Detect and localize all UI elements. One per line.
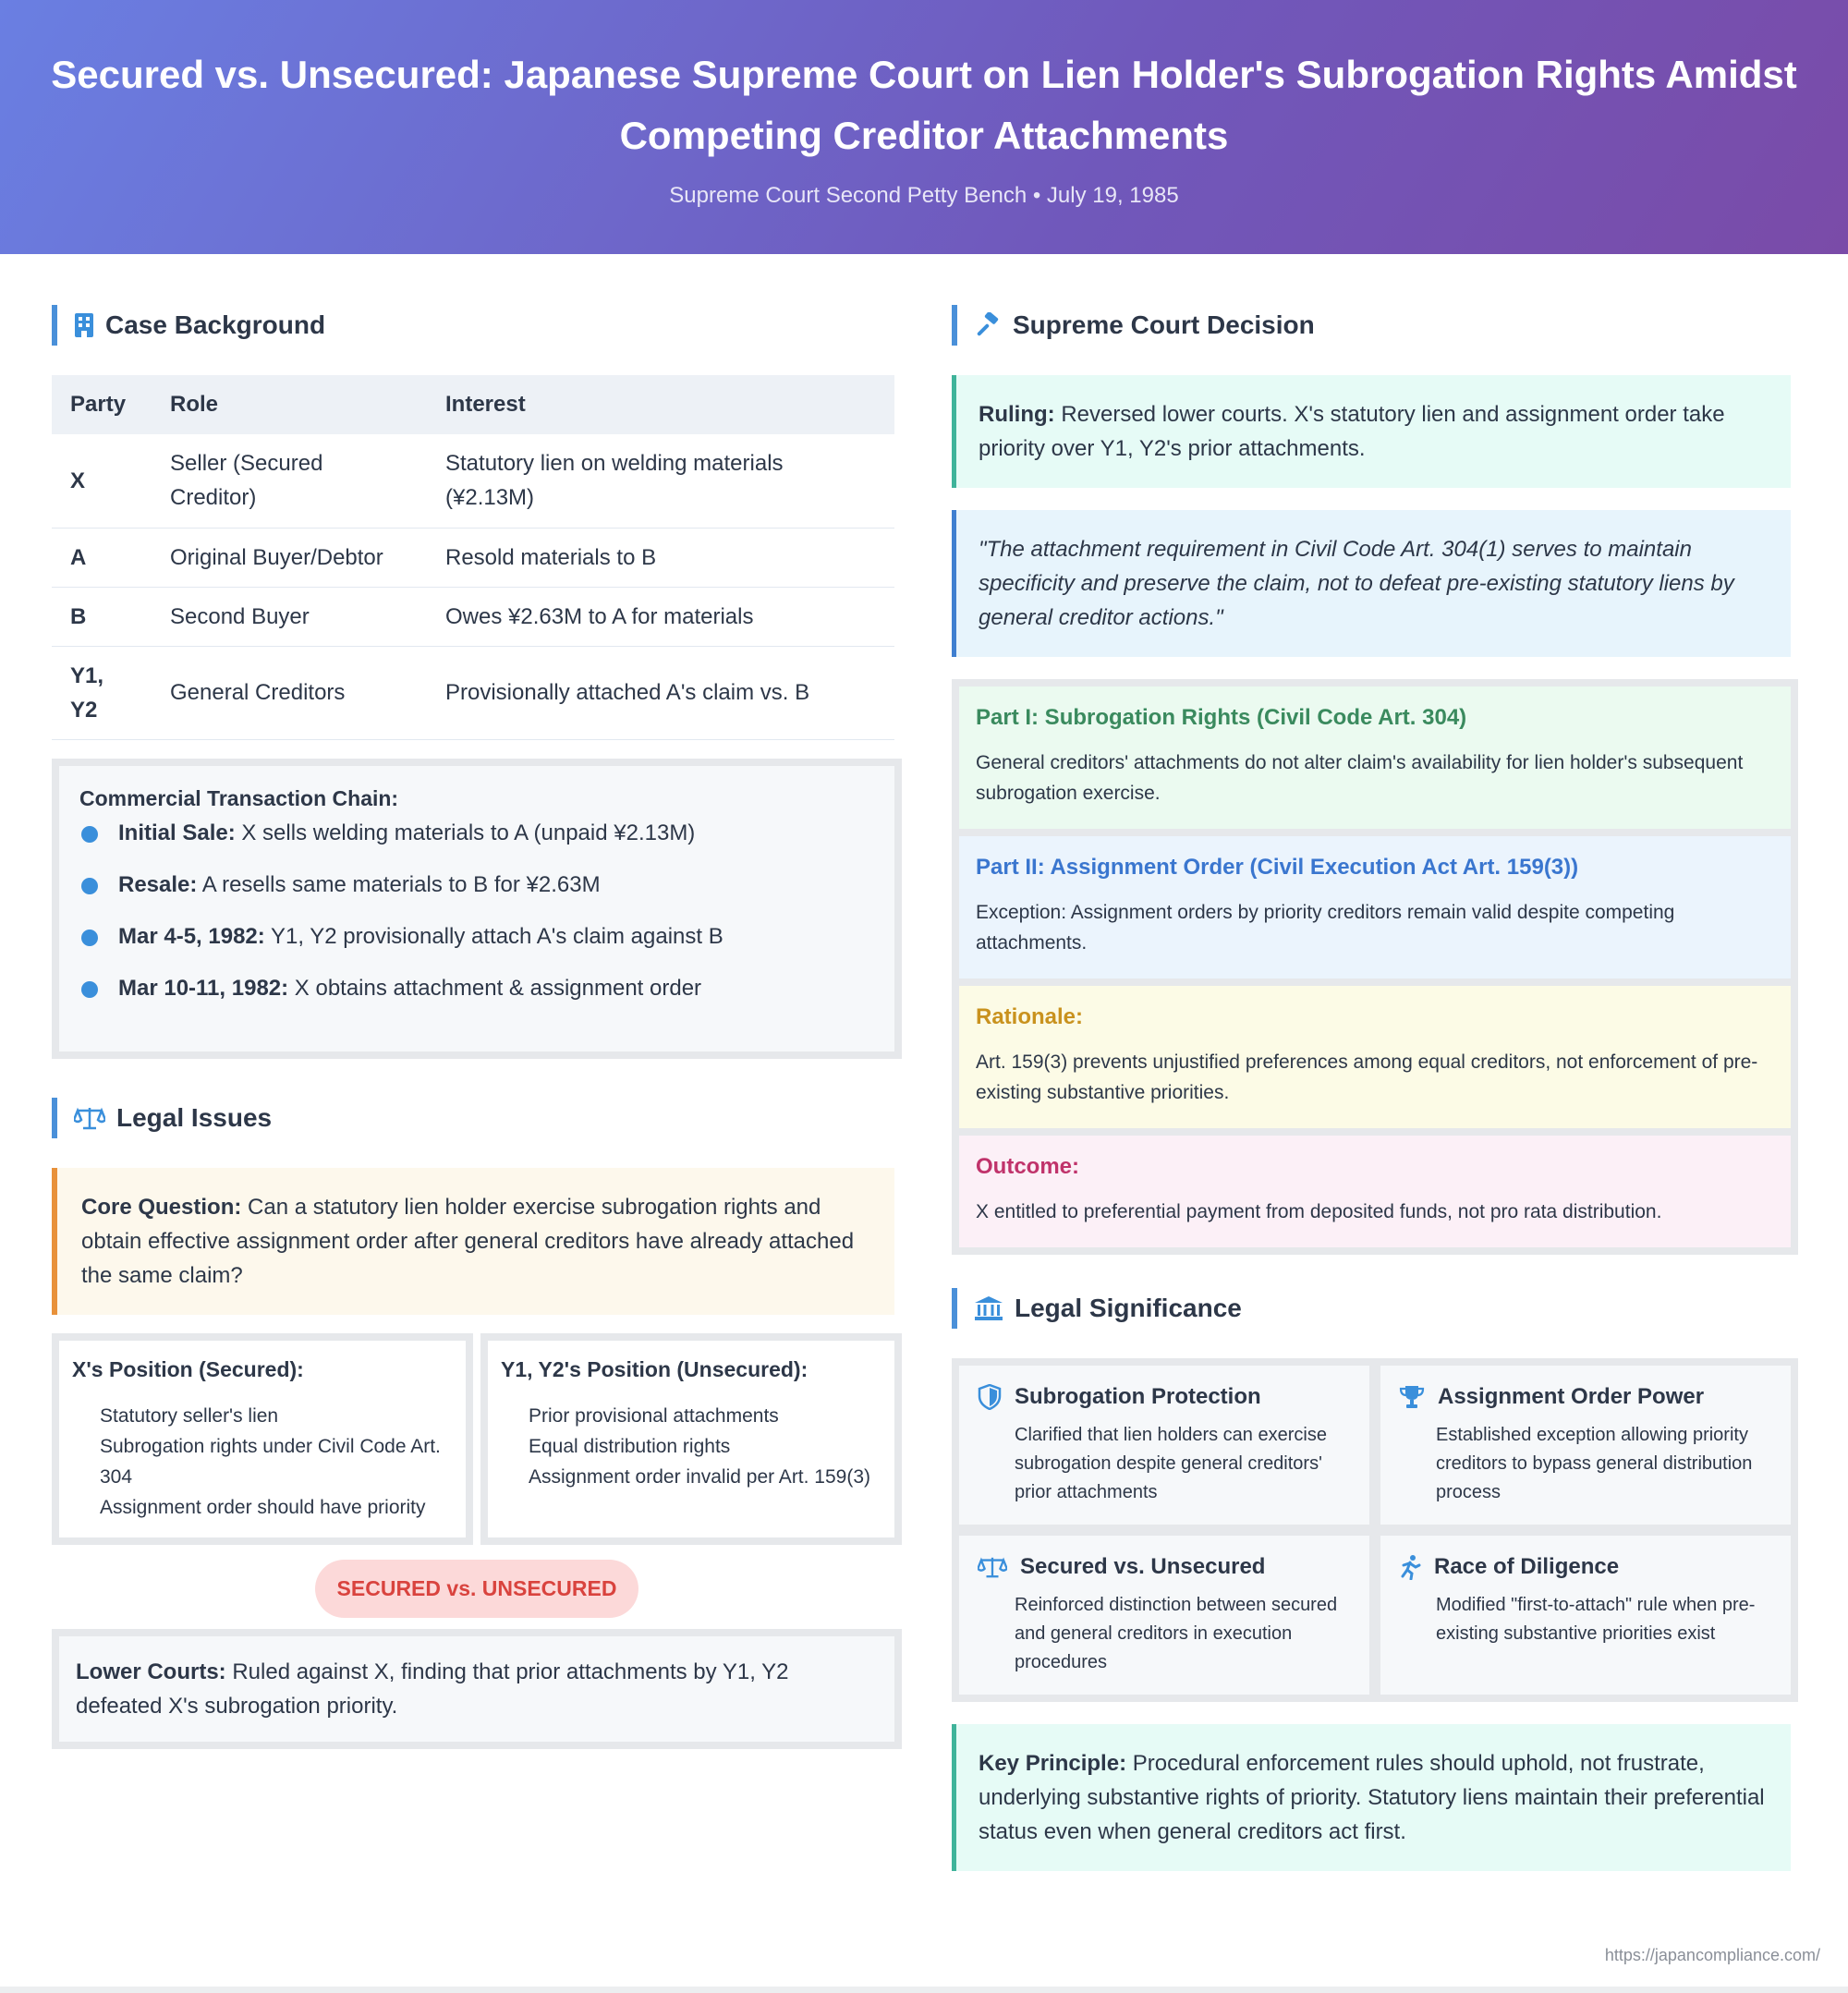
interest-cell: Statutory lien on welding materials (¥2.13M) — [427, 434, 894, 528]
column-header: Party — [52, 375, 152, 434]
card-title: Race of Diligence — [1434, 1554, 1620, 1579]
chain-label: Initial Sale: — [118, 820, 236, 845]
page-header — [0, 0, 1848, 254]
part-title: Outcome: — [976, 1154, 1080, 1179]
page-subtitle: Supreme Court Second Petty Bench • July 19, 1985 — [669, 183, 1179, 208]
section-case-background — [52, 305, 902, 346]
scale-icon — [978, 1555, 1007, 1579]
table-row — [52, 528, 894, 587]
decision-quote: "The attachment requirement in Civil Code Art. 304(1) serves to maintain specificity and preserve the claim, not to defeat pre-existing statutory liens by general creditor actions." — [952, 510, 1791, 657]
lower-label: Lower Courts: — [76, 1659, 226, 1684]
interest-cell: Resold materials to B — [427, 528, 894, 587]
part-card — [959, 836, 1791, 978]
chain-text: A resells same materials to B for ¥2.63M — [201, 871, 601, 897]
significance-card — [1380, 1366, 1791, 1525]
decision-parts — [952, 679, 1798, 1255]
significance-grid — [952, 1358, 1798, 1702]
secured-position-card — [52, 1333, 473, 1545]
scale-icon — [74, 1105, 105, 1131]
section-title-text: Legal Issues — [116, 1102, 273, 1132]
principle-label: Key Principle: — [979, 1751, 1127, 1776]
card-body: Modified "first-to-attach" rule when pre-existing substantive priorities exist — [1436, 1595, 1756, 1644]
party-cell: A — [52, 528, 152, 587]
core-question-box — [52, 1168, 894, 1315]
role-cell: Original Buyer/Debtor — [152, 528, 427, 587]
core-label: Core Question: — [81, 1194, 242, 1220]
key-principle-box — [952, 1724, 1791, 1871]
part-card — [959, 687, 1791, 829]
position-item: Prior provisional attachments — [529, 1404, 779, 1427]
institution-icon — [974, 1295, 1003, 1321]
section-title-text: Case Background — [105, 310, 326, 339]
part-title: Part II: Assignment Order (Civil Execution Act Art. 159(3)) — [976, 855, 1579, 880]
part-body: X entitled to preferential payment from deposited funds, not pro rata distribution. — [976, 1201, 1662, 1222]
versus-wrap — [52, 1560, 902, 1618]
unsecured-position-card — [480, 1333, 902, 1545]
chain-text: Y1, Y2 provisionally attach A's claim against B — [271, 923, 723, 949]
transaction-chain-box — [52, 759, 902, 1059]
section-title-text: Legal Significance — [1015, 1294, 1242, 1322]
section-legal-significance — [952, 1288, 1798, 1329]
core-text: Can a statutory lien holder exercise subrogation rights and obtain effective assignment order after general creditors have already attached the same claim? — [81, 1194, 855, 1288]
significance-card — [959, 1536, 1369, 1695]
column-header: Interest — [427, 375, 894, 434]
chain-text: X obtains attachment & assignment order — [294, 975, 702, 1001]
table-row — [52, 646, 894, 739]
card-title: Secured vs. Unsecured — [1020, 1554, 1266, 1579]
position-item: Subrogation rights under Civil Code Art. 304 — [100, 1435, 441, 1488]
left-column — [52, 305, 902, 1749]
section-title-text: Supreme Court Decision — [1013, 310, 1315, 339]
right-column — [952, 305, 1798, 1871]
interest-cell: Owes ¥2.63M to A for materials — [427, 587, 894, 646]
footer-url: https://japancompliance.com/ — [1604, 1946, 1820, 1964]
section-supreme-court-decision — [952, 305, 1798, 346]
rationale-card — [959, 986, 1791, 1128]
lower-courts-box — [52, 1629, 902, 1749]
part-body: General creditors' attachments do not alter claim's availability for lien holder's subsequent subrogation exercise. — [976, 752, 1744, 804]
part-body: Art. 159(3) prevents unjustified preferences among equal creditors, not enforcement of pre-existing substantive priorities. — [976, 1051, 1758, 1103]
bullet-dot-icon — [81, 826, 98, 843]
part-body: Exception: Assignment orders by priority creditors remain valid despite competing attachments. — [976, 902, 1675, 954]
list-item — [79, 817, 874, 869]
page-title: Secured vs. Unsecured: Japanese Supreme Court on Lien Holder's Subrogation Rights Amidst Competing Creditor Attachments — [51, 53, 1797, 157]
outcome-card — [959, 1136, 1791, 1247]
table-row — [52, 587, 894, 646]
parties-table — [52, 375, 894, 740]
principle-text: Procedural enforcement rules should uphold, not frustrate, underlying substantive rights of priority. Statutory liens maintain their preferential status even when general creditors act first. — [979, 1751, 1765, 1844]
position-title: X's Position (Secured): — [72, 1356, 304, 1381]
role-cell: General Creditors — [152, 646, 427, 739]
chain-text: X sells welding materials to A (unpaid ¥2.13M) — [241, 820, 696, 845]
ruling-text: Reversed lower courts. X's statutory lien and assignment order take priority over Y1, Y2's prior attachments. — [979, 402, 1725, 461]
position-item: Assignment order invalid per Art. 159(3) — [529, 1465, 871, 1488]
part-title: Rationale: — [976, 1004, 1084, 1029]
card-title: Subrogation Protection — [1015, 1384, 1261, 1409]
versus-badge: SECURED vs. UNSECURED — [315, 1560, 639, 1618]
card-body: Reinforced distinction between secured and general creditors in execution procedures — [1015, 1595, 1338, 1672]
runner-icon — [1399, 1554, 1421, 1580]
trophy-icon — [1399, 1384, 1425, 1410]
chain-label: Resale: — [118, 871, 198, 897]
bullet-dot-icon — [81, 930, 98, 946]
part-title: Part I: Subrogation Rights (Civil Code Art. 304) — [976, 705, 1467, 730]
party-cell: X — [52, 434, 152, 528]
gavel-icon — [974, 312, 1002, 338]
chain-label: Mar 10-11, 1982: — [118, 975, 289, 1001]
bullet-dot-icon — [81, 878, 98, 894]
list-item — [79, 920, 874, 972]
list-item — [79, 869, 874, 920]
shield-icon — [978, 1384, 1002, 1410]
section-legal-issues — [52, 1098, 902, 1138]
position-item: Equal distribution rights — [529, 1435, 731, 1457]
card-body: Established exception allowing priority creditors to bypass general distribution process — [1436, 1425, 1753, 1502]
position-title: Y1, Y2's Position (Unsecured): — [501, 1356, 808, 1381]
significance-card — [1380, 1536, 1791, 1695]
interest-cell: Provisionally attached A's claim vs. B — [427, 646, 894, 739]
party-cell: B — [52, 587, 152, 646]
role-cell: Seller (Secured Creditor) — [152, 434, 427, 528]
bottom-divider — [0, 1987, 1848, 1993]
positions-row — [52, 1333, 902, 1545]
chain-label: Mar 4-5, 1982: — [118, 923, 265, 949]
table-row — [52, 434, 894, 528]
ruling-box — [952, 375, 1791, 488]
bullet-dot-icon — [81, 981, 98, 998]
role-cell: Second Buyer — [152, 587, 427, 646]
chain-title: Commercial Transaction Chain: — [79, 785, 399, 810]
card-title: Assignment Order Power — [1438, 1384, 1705, 1409]
column-header: Role — [152, 375, 427, 434]
chain-list — [79, 817, 874, 1024]
list-item — [79, 972, 874, 1024]
position-item: Assignment order should have priority — [100, 1496, 426, 1518]
position-item: Statutory seller's lien — [100, 1404, 279, 1427]
lower-text: Ruled against X, finding that prior attachments by Y1, Y2 defeated X's subrogation priority. — [76, 1659, 789, 1719]
table-header-row — [52, 375, 894, 434]
ruling-label: Ruling: — [979, 402, 1055, 427]
significance-card — [959, 1366, 1369, 1525]
building-icon — [74, 312, 94, 338]
card-body: Clarified that lien holders can exercise subrogation despite general creditors' prior attachments — [1015, 1425, 1327, 1502]
party-cell: Y1, Y2 — [52, 646, 152, 739]
